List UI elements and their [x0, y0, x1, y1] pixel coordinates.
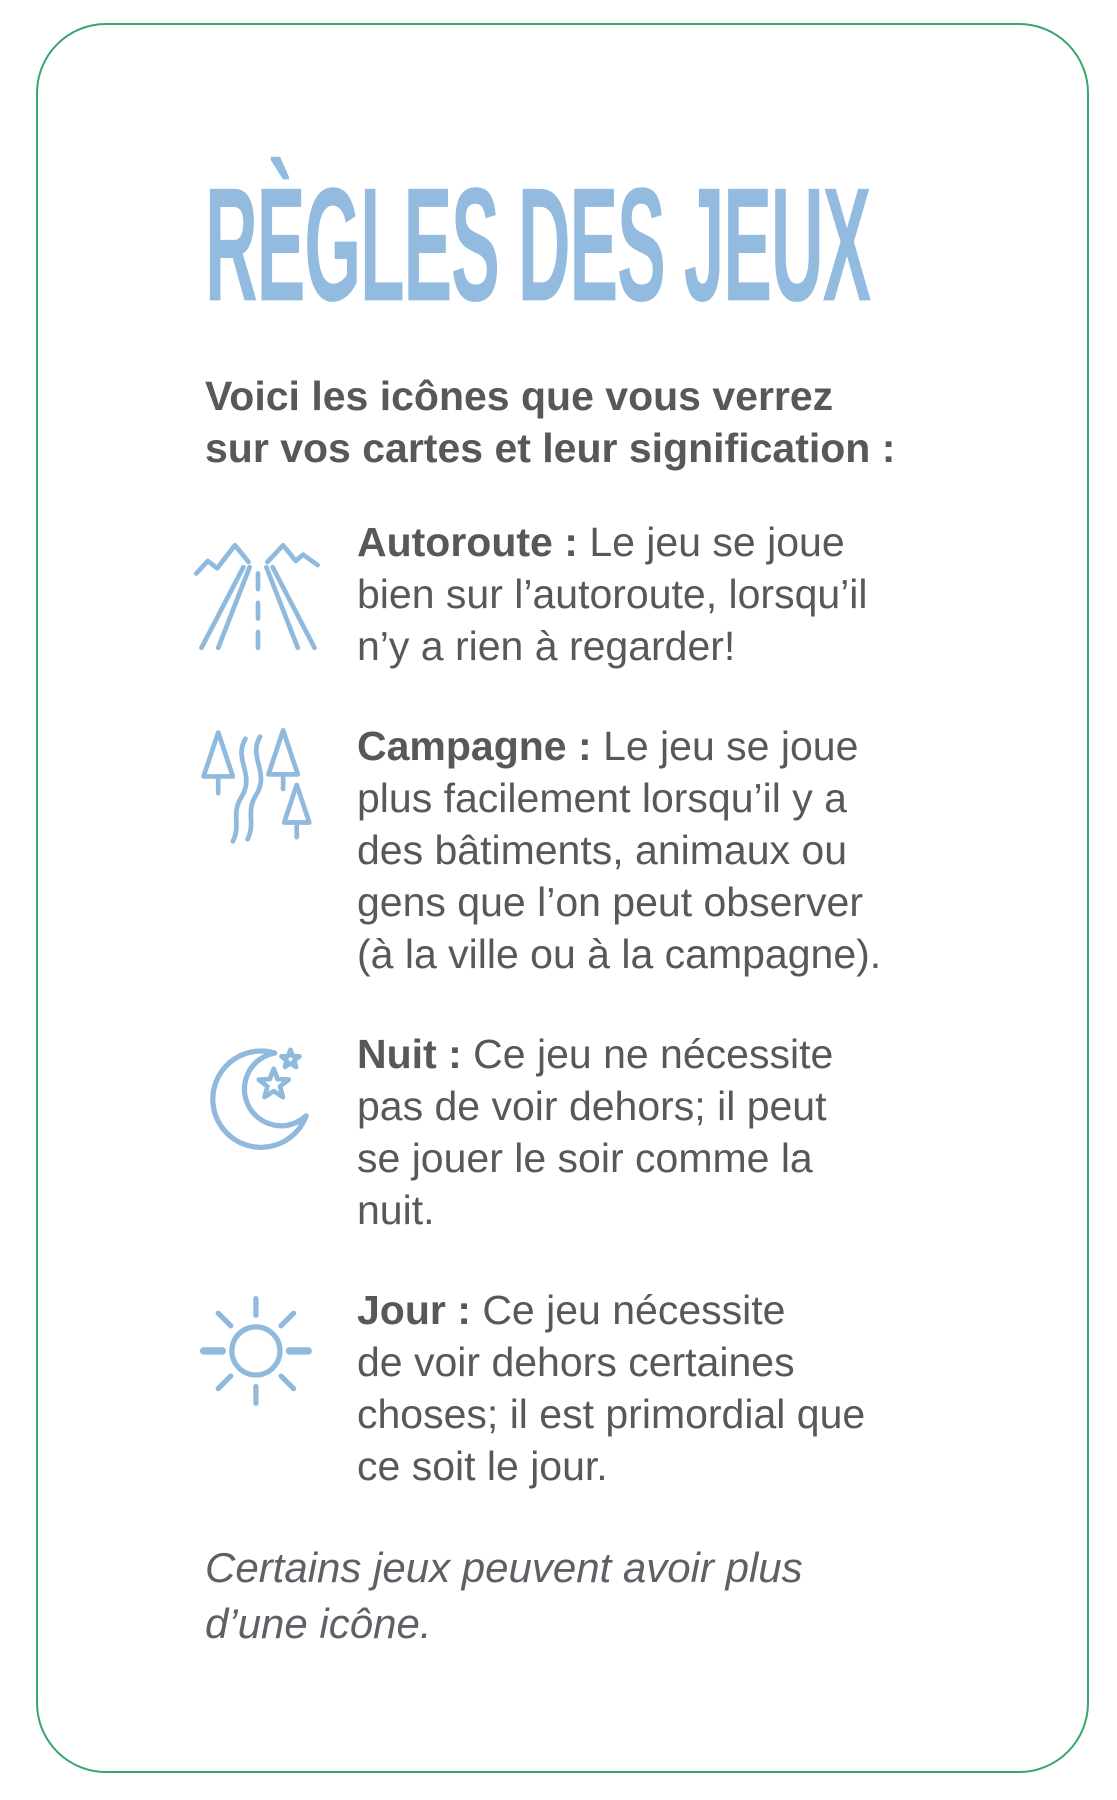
- section-heading: Autoroute :: [357, 519, 578, 565]
- intro-line: sur vos cartes et leur signification :: [205, 425, 896, 471]
- night-icon: [191, 1028, 357, 1236]
- section-line: [357, 720, 1047, 772]
- card-content: [38, 25, 1087, 1652]
- section-line: bien sur l’autoroute, lorsqu’il: [357, 571, 868, 617]
- section-line-text: Ce jeu ne nécessite: [473, 1031, 834, 1077]
- section-line: ce soit le jour.: [357, 1443, 608, 1489]
- section-line: de voir dehors certaines: [357, 1339, 795, 1385]
- page-title-text: RÈGLES DES JEUX: [205, 154, 871, 336]
- rules-card: [36, 23, 1089, 1773]
- section-line: [357, 516, 1047, 568]
- legend-row-nuit: [205, 1028, 1047, 1236]
- section-line-text: Le jeu se joue: [589, 519, 845, 565]
- day-icon: [191, 1284, 357, 1492]
- section-line: (à la ville ou à la campagne).: [357, 931, 882, 977]
- section-line: plus facilement lorsqu’il y a: [357, 775, 847, 821]
- legend-row-autoroute: [205, 516, 1047, 672]
- section-line: [357, 1284, 1047, 1336]
- legend-text-nuit: [357, 1028, 1047, 1236]
- section-line: pas de voir dehors; il peut: [357, 1083, 827, 1129]
- footnote: [205, 1540, 1047, 1652]
- intro-paragraph: [205, 370, 1047, 474]
- section-heading: Campagne :: [357, 723, 592, 769]
- section-line: n’y a rien à regarder!: [357, 623, 736, 669]
- intro-line: Voici les icônes que vous verrez: [205, 373, 834, 419]
- footnote-line: Certains jeux peuvent avoir plus: [205, 1544, 803, 1591]
- section-heading: Nuit :: [357, 1031, 462, 1077]
- icon-legend-list: [205, 516, 1047, 1492]
- section-line: [357, 1028, 1047, 1080]
- legend-text-autoroute: [357, 516, 1047, 672]
- section-heading: Jour :: [357, 1287, 471, 1333]
- section-line-text: Le jeu se joue: [603, 723, 859, 769]
- legend-text-campagne: [357, 720, 1047, 980]
- section-line: choses; il est primordial que: [357, 1391, 866, 1437]
- page-title: [205, 154, 1047, 336]
- highway-icon: [191, 516, 357, 672]
- legend-row-campagne: [205, 720, 1047, 980]
- legend-row-jour: [205, 1284, 1047, 1492]
- section-line: gens que l’on peut observer: [357, 879, 864, 925]
- section-line-text: Ce jeu nécessite: [482, 1287, 786, 1333]
- section-line: se jouer le soir comme la: [357, 1135, 813, 1181]
- footnote-line: d’une icône.: [205, 1600, 432, 1647]
- section-line: des bâtiments, animaux ou: [357, 827, 847, 873]
- section-line: nuit.: [357, 1187, 435, 1233]
- countryside-icon: [191, 720, 357, 980]
- legend-text-jour: [357, 1284, 1047, 1492]
